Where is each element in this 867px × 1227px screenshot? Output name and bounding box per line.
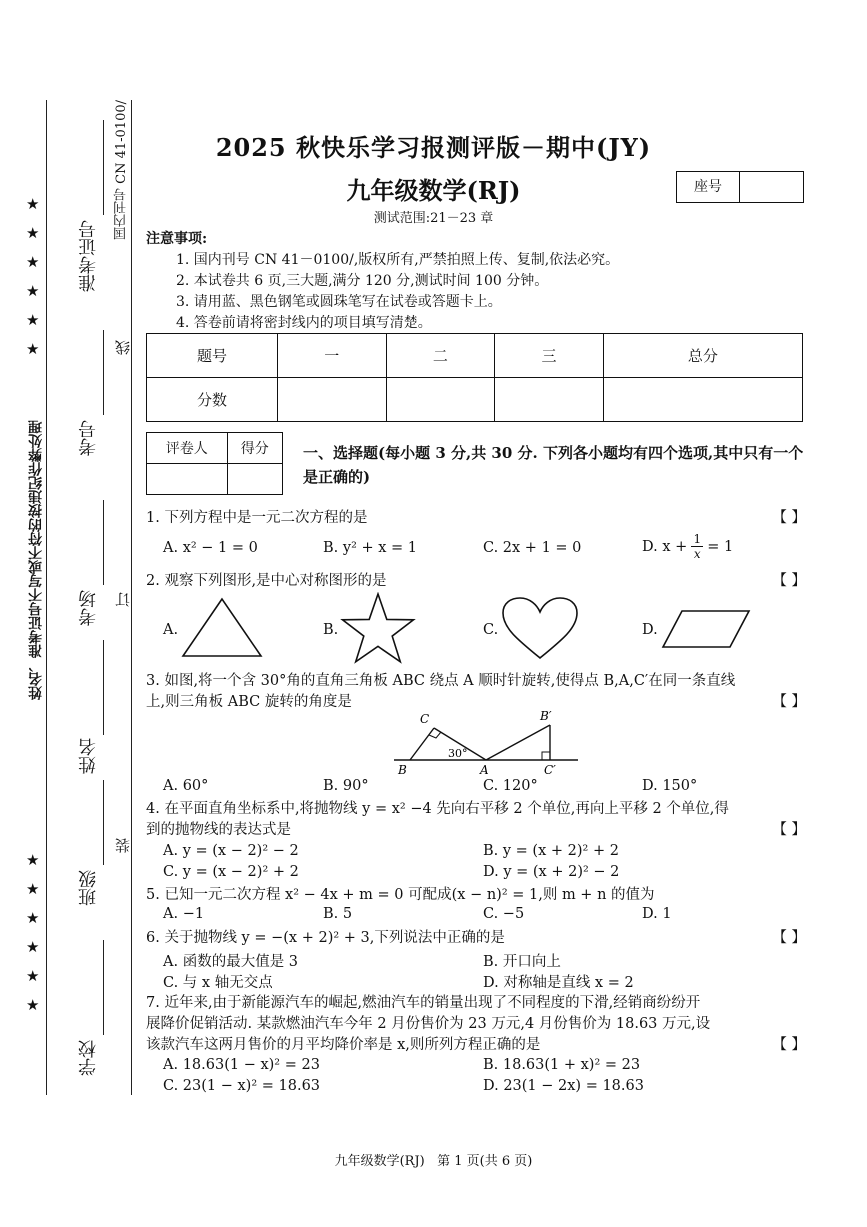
score-header: 三	[495, 334, 604, 378]
option-c: C. −5	[483, 906, 525, 922]
parallelogram-shape	[660, 608, 752, 650]
question-1	[146, 508, 806, 529]
cut-line-label: 线	[114, 340, 132, 355]
question-stem-cont: 该款汽车这两月售价的月平均降价率是 x,则所列方程正确的是	[146, 1037, 541, 1053]
grader-table	[146, 432, 283, 495]
answer-bracket[interactable]: 【 】	[772, 694, 806, 710]
option-a: A.	[163, 622, 179, 638]
option-b: B. 18.63(1 + x)² = 23	[483, 1057, 641, 1073]
score-header: 一	[278, 334, 387, 378]
test-range: 测试范围:21－23 章	[373, 211, 494, 226]
fraction-num: 1	[693, 532, 702, 546]
triangle-shape	[180, 596, 264, 660]
option-c: C. 120°	[483, 778, 538, 794]
question-stem: 6. 关于抛物线 y = −(x + 2)² + 3,下列说法中正确的是	[146, 930, 505, 946]
cheating-notice: 姓名、准考证号不写或不符的按违纪作弊处理	[28, 420, 44, 700]
star-shape	[340, 592, 416, 664]
blank-line[interactable]	[103, 780, 104, 865]
question-stem-cont: 展降价促销活动. 某款燃油汽车今年 2 月份售价为 23 万元,4 月份售价为 18.63 万元,设	[146, 1016, 711, 1032]
option-d	[642, 532, 733, 561]
option-b: B. 90°	[323, 778, 369, 794]
binding-line-outer	[46, 100, 47, 1095]
page-footer: 九年级数学(RJ) 第 1 页(共 6 页)	[334, 1154, 533, 1169]
label-a: A	[480, 763, 489, 777]
star-icon: ★	[26, 851, 40, 869]
blank-line[interactable]	[103, 640, 104, 735]
question-stem-cont: 上,则三角板 ABC 旋转的角度是	[146, 694, 352, 710]
answer-bracket[interactable]: 【 】	[772, 930, 806, 946]
rotation-figure	[388, 708, 588, 778]
option-a: A. 18.63(1 − x)² = 23	[163, 1057, 320, 1073]
grader-cell[interactable]	[227, 464, 282, 495]
score-cell[interactable]	[386, 378, 495, 422]
seat-label: 座号	[677, 172, 740, 202]
question-stem: 3. 如图,将一个含 30°角的直角三角板 ABC 绕点 A 顺时针旋转,使得点 B,A,C′在同一条直线	[146, 673, 736, 689]
notes-item: 3. 请用蓝、黑色钢笔或圆珠笔写在试卷或答题卡上。	[176, 294, 502, 310]
star-icon: ★	[26, 909, 40, 927]
star-icon: ★	[26, 996, 40, 1014]
label-b-prime: B′	[540, 709, 552, 723]
star-icon: ★	[26, 253, 40, 271]
field-admission-number: 准考证号	[78, 220, 99, 292]
seat-box	[676, 171, 804, 203]
journal-number: 国内刊号 CN 41-0100/	[114, 100, 129, 240]
option-b: B. y² + x = 1	[323, 540, 418, 556]
fraction-den: x	[693, 547, 701, 561]
option-c: C. 2x + 1 = 0	[483, 540, 582, 556]
option-a: A. −1	[163, 906, 205, 922]
label-c: C	[420, 712, 430, 726]
star-icon: ★	[26, 311, 40, 329]
question-stem: 5. 已知一元二次方程 x² − 4x + m = 0 可配成(x − n)² = 1,则 m + n 的值为	[146, 887, 655, 903]
answer-bracket[interactable]: 【 】	[772, 573, 806, 589]
star-icon: ★	[26, 195, 40, 213]
notes-heading: 注意事项:	[146, 231, 208, 247]
star-icon: ★	[26, 938, 40, 956]
answer-bracket[interactable]: 【 】	[772, 822, 806, 838]
question-7	[146, 993, 806, 1056]
score-header: 总分	[603, 334, 802, 378]
star-column-bottom	[26, 846, 39, 1020]
field-class: 班级	[78, 870, 99, 906]
blank-line[interactable]	[103, 500, 104, 585]
score-cell[interactable]	[495, 378, 604, 422]
answer-bracket[interactable]: 【 】	[772, 1037, 806, 1053]
option-b: B. 5	[323, 906, 353, 922]
score-header: 题号	[147, 334, 278, 378]
option-d-suffix: = 1	[707, 538, 734, 555]
star-icon: ★	[26, 967, 40, 985]
cut-bind-label: 装	[114, 838, 132, 853]
score-header: 二	[386, 334, 495, 378]
option-c: C. 23(1 − x)² = 18.63	[163, 1078, 321, 1094]
option-d: D. 150°	[642, 778, 698, 794]
question-stem: 7. 近年来,由于新能源汽车的崛起,燃油汽车的销量出现了不同程度的下滑,经销商纷纷开	[146, 995, 701, 1011]
option-b: B. 开口向上	[483, 954, 561, 970]
grader-label: 评卷人	[147, 433, 228, 464]
question-5	[146, 885, 806, 906]
option-d: D.	[642, 622, 658, 638]
label-b: B	[398, 763, 407, 777]
question-stem: 4. 在平面直角坐标系中,将抛物线 y = x² −4 先向右平移 2 个单位,再向上平移 2 个单位,得	[146, 801, 729, 817]
cut-order-label: 订	[114, 592, 132, 607]
notes-item: 4. 答卷前请将密封线内的项目填写清楚。	[176, 315, 432, 331]
notes-item: 2. 本试卷共 6 页,三大题,满分 120 分,测试时间 100 分钟。	[176, 273, 549, 289]
option-a: A. 60°	[163, 778, 209, 794]
field-school: 学校	[78, 1040, 99, 1076]
blank-line[interactable]	[103, 940, 104, 1035]
option-c: C. 与 x 轴无交点	[163, 975, 273, 991]
score-cell[interactable]	[603, 378, 802, 422]
option-c: C. y = (x − 2)² + 2	[163, 864, 299, 880]
notes-item: 1. 国内刊号 CN 41－0100/,版权所有,严禁拍照上传、复制,依法必究。	[176, 252, 620, 268]
question-stem: 1. 下列方程中是一元二次方程的是	[146, 510, 368, 526]
option-d: D. 23(1 − 2x) = 18.63	[483, 1078, 644, 1094]
grader-cell[interactable]	[147, 464, 228, 495]
fraction	[691, 532, 703, 561]
option-b: B.	[323, 622, 339, 638]
grader-score-label: 得分	[227, 433, 282, 464]
heart-shape	[500, 596, 580, 660]
score-row-label: 分数	[147, 378, 278, 422]
notes	[146, 229, 619, 334]
paper-title: 2025 秋快乐学习报测评版－期中(JY)	[215, 133, 652, 162]
option-a: A. x² − 1 = 0	[163, 540, 258, 556]
option-b: B. y = (x + 2)² + 2	[483, 843, 619, 859]
subject-title: 九年级数学(RJ)	[346, 176, 521, 205]
star-icon: ★	[26, 224, 40, 242]
field-name: 姓名	[78, 738, 99, 774]
option-d: D. y = (x + 2)² − 2	[483, 864, 620, 880]
seat-input[interactable]	[740, 172, 803, 202]
star-icon: ★	[26, 282, 40, 300]
score-table	[146, 333, 803, 422]
question-6	[146, 928, 806, 949]
question-2	[146, 571, 806, 592]
label-angle: 30°	[448, 747, 468, 760]
star-icon: ★	[26, 880, 40, 898]
field-exam-number: 考号	[78, 420, 99, 456]
answer-bracket[interactable]: 【 】	[772, 510, 806, 526]
section-heading: 一、选择题(每小题 3 分,共 30 分. 下列各小题均有四个选项,其中只有一个是正确的)	[303, 444, 804, 486]
blank-line[interactable]	[103, 330, 104, 415]
question-stem: 2. 观察下列图形,是中心对称图形的是	[146, 573, 387, 589]
score-cell[interactable]	[278, 378, 387, 422]
option-d: D. 1	[642, 906, 672, 922]
option-d: D. 对称轴是直线 x = 2	[483, 975, 634, 991]
option-d-prefix: D. x +	[642, 538, 688, 555]
star-icon: ★	[26, 340, 40, 358]
option-a: A. 函数的最大值是 3	[163, 954, 299, 970]
question-stem-cont: 到的抛物线的表达式是	[146, 822, 291, 838]
question-3	[146, 671, 806, 713]
label-c-prime: C′	[544, 763, 556, 777]
field-exam-room: 考场	[78, 590, 99, 626]
question-4	[146, 799, 806, 841]
option-a: A. y = (x − 2)² − 2	[163, 843, 299, 859]
option-c: C.	[483, 622, 499, 638]
